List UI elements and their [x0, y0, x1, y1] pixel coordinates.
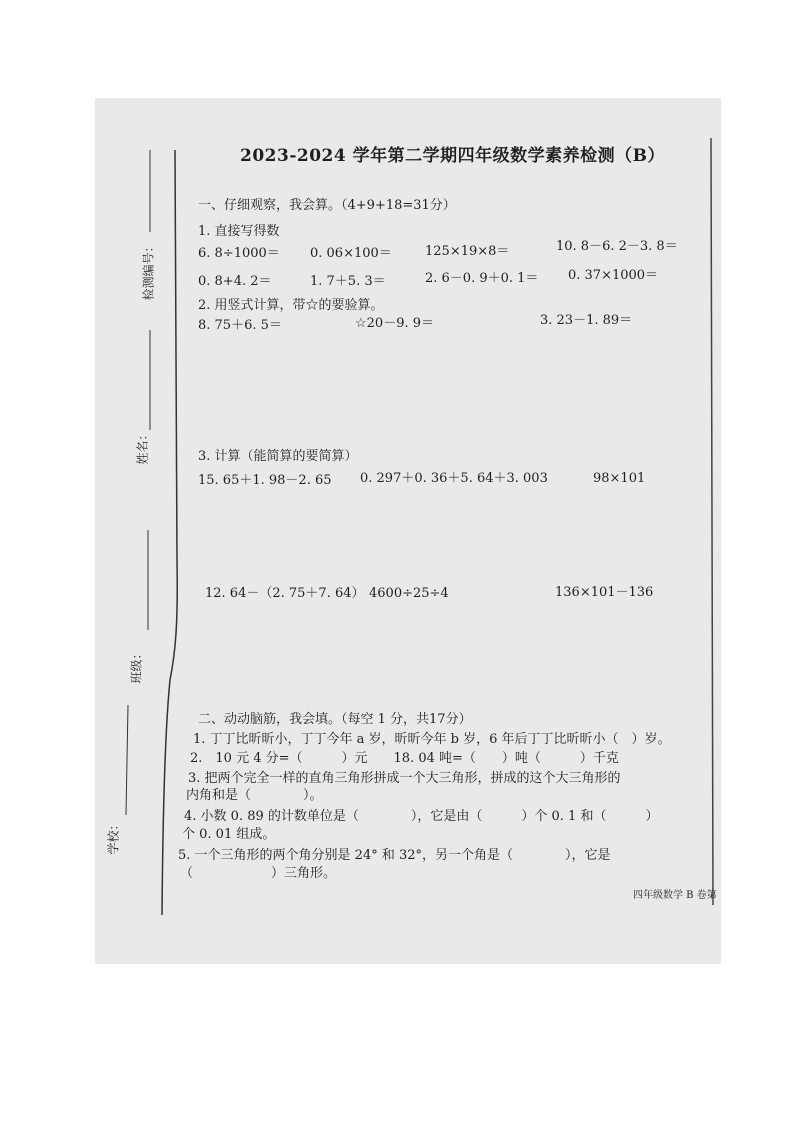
question-2: 2. 10 元 4 分=（ ）元 18. 04 吨=（ ）吨（ ）千克: [190, 751, 619, 766]
question-3-line2: 内角和是（ ）。: [186, 788, 323, 803]
right-border-line: [711, 138, 713, 905]
problem: 12. 64－（2. 75＋7. 64）: [205, 586, 365, 601]
section1-heading: 一、仔细观察，我会算。（4+9+18=31分）: [198, 198, 456, 213]
question-4-line2: 个 0. 01 组成。: [182, 827, 276, 842]
problem: 136×101－136: [555, 585, 654, 600]
binding-line: [162, 150, 177, 915]
problem: 1. 7＋5. 3＝: [310, 274, 386, 289]
question-3-line1: 3. 把两个完全一样的直角三角形拼成一个大三角形，拼成的这个大三角形的: [188, 771, 621, 786]
problem: 98×101: [593, 471, 646, 486]
page-title: 2023-2024 学年第二学期四年级数学素养检测（B）: [240, 146, 665, 166]
question-1: 1. 丁丁比昕昕小，丁丁今年 a 岁，昕昕今年 b 岁，6 年后丁丁比昕昕小（ ）岁。: [193, 732, 671, 747]
problem: 4600÷25÷4: [369, 586, 449, 601]
problem: 10. 8－6. 2－3. 8＝: [556, 239, 678, 254]
problem: 3. 23－1. 89＝: [540, 313, 633, 328]
part1-heading: 1. 直接写得数: [198, 224, 280, 239]
problem: 0. 37×1000＝: [568, 268, 659, 283]
problem: 2. 6－0. 9＋0. 1＝: [425, 271, 539, 286]
school-blank-line: [126, 705, 128, 815]
question-5-line1: 5. 一个三角形的两个角分别是 24° 和 32°，另一个角是（ ），它是: [178, 848, 611, 863]
problem: 0. 06×100＝: [310, 246, 392, 261]
question-5-line2: （ ）三角形。: [180, 866, 337, 881]
problem: 6. 8÷1000＝: [198, 246, 280, 261]
question-4-line1: 4. 小数 0. 89 的计数单位是（ ），它是由（ ）个 0. 1 和（ ）: [184, 809, 659, 824]
problem: 0. 8+4. 2＝: [198, 274, 272, 289]
problem: 8. 75＋6. 5＝: [198, 318, 282, 333]
school-label: 学校：: [106, 818, 121, 855]
section2-heading: 二、动动脑筋，我会填。（每空 1 分，共17分）: [198, 712, 472, 727]
page-footer: 四年级数学 B 卷第: [633, 890, 717, 901]
part2-heading: 2. 用竖式计算，带☆的要验算。: [198, 298, 384, 313]
problem: ☆20－9. 9＝: [355, 316, 435, 331]
name-label: 姓名：: [135, 428, 150, 465]
id-label: 检测编号：: [141, 240, 156, 301]
problem: 0. 297＋0. 36＋5. 64＋3. 003: [360, 471, 548, 486]
problem: 15. 65＋1. 98－2. 65: [198, 473, 332, 488]
part3-heading: 3. 计算（能简算的要简算）: [198, 449, 358, 464]
problem: 125×19×8＝: [425, 244, 510, 259]
class-label: 班级：: [129, 647, 144, 684]
